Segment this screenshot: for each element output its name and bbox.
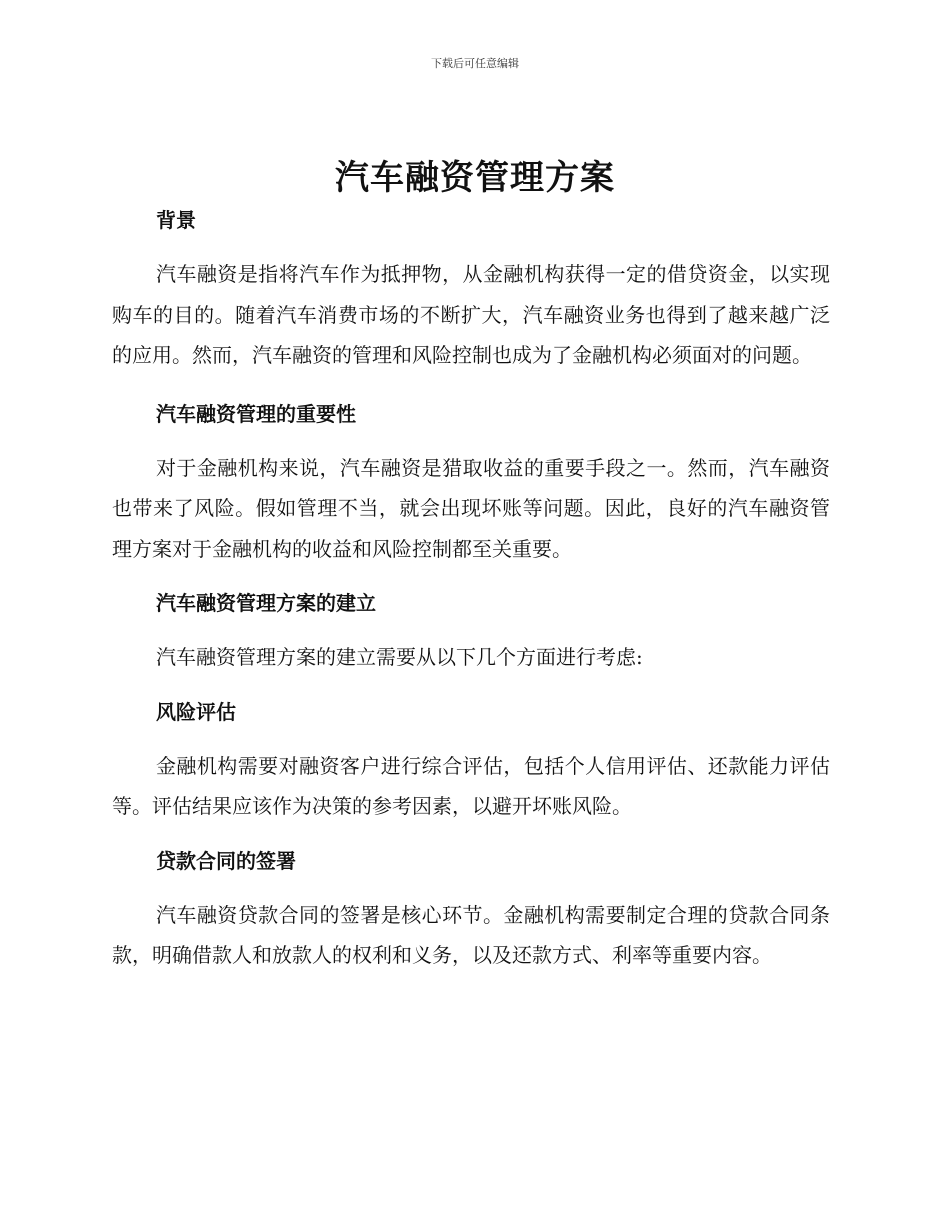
section-paragraph-background: 汽车融资是指将汽车作为抵押物，从金融机构获得一定的借贷资金，以实现购车的目的。随着汽车消费市场的不断扩大，汽车融资业务也得到了越来越广泛的应用。然而，汽车融资的管理和风险控制也成为了金融机构必须面对的问题。: [112, 262, 830, 367]
section-heading-background: 背景: [156, 208, 196, 232]
section-paragraph-risk-assessment: 金融机构需要对融资客户进行综合评估，包括个人信用评估、还款能力评估等。评估结果应该作为决策的参考因素，以避开坏账风险。: [112, 753, 830, 818]
section-paragraph-establishment: 汽车融资管理方案的建立需要从以下几个方面进行考虑:: [156, 645, 643, 669]
spacer: [112, 623, 830, 637]
spacer: [112, 881, 830, 895]
page-title: 汽车融资管理方案: [335, 158, 615, 198]
section-heading-risk-assessment: 风险评估: [156, 699, 236, 724]
section-heading-importance: 汽车融资管理的重要性: [156, 401, 356, 426]
spacer: [112, 732, 830, 746]
header-note: 下载后可任意编辑: [431, 57, 519, 70]
spacer: [112, 827, 830, 841]
spacer: [112, 434, 830, 448]
section-heading-establishment: 汽车融资管理方案的建立: [156, 591, 376, 615]
section-heading-loan-contract: 贷款合同的签署: [156, 848, 296, 873]
section-paragraph-importance: 对于金融机构来说，汽车融资是猎取收益的重要手段之一。然而，汽车融资也带来了风险。假如管理不当，就会出现坏账等问题。因此，良好的汽车融资管理方案对于金融机构的收益和风险控制都至关重要。: [112, 455, 830, 561]
spacer: [112, 678, 830, 692]
spacer: [112, 240, 830, 254]
section-paragraph-loan-contract: 汽车融资贷款合同的签署是核心环节。金融机构需要制定合理的贷款合同条款，明确借款人和放款人的权利和义务，以及还款方式、利率等重要内容。: [112, 902, 830, 967]
document-body: [112, 200, 830, 976]
spacer: [112, 569, 830, 583]
spacer: [112, 376, 830, 394]
